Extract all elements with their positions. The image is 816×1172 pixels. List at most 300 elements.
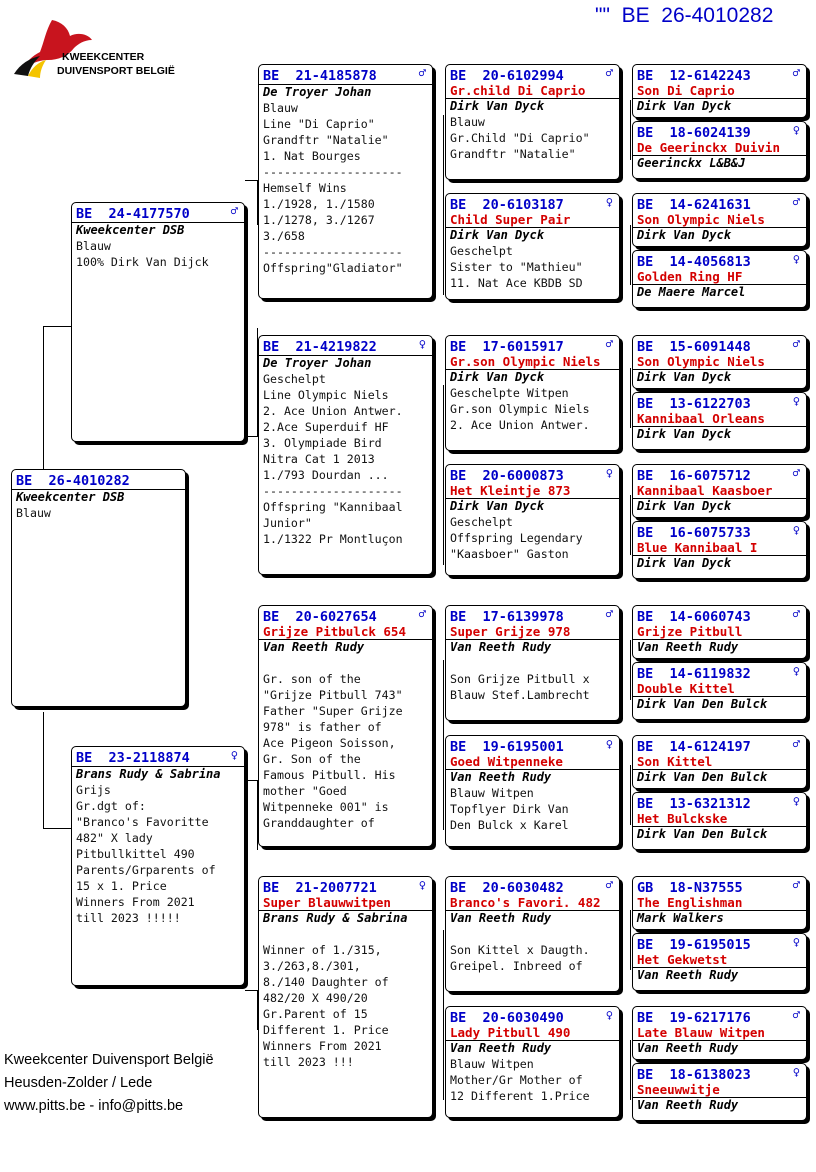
footer-location: Heusden-Zolder / Lede: [4, 1075, 153, 1091]
pigeon-name: Lady Pitbull 490: [446, 1026, 619, 1041]
card-header: [633, 934, 806, 953]
detail-line: Son Grijze Pitbull x: [450, 672, 590, 686]
pedigree-card: [445, 193, 620, 300]
male-icon: ♂: [792, 466, 800, 480]
detail-line: Line Olympic Niels: [263, 388, 389, 402]
connector: [43, 828, 71, 829]
detail-line: Ace Pigeon Soisson,: [263, 736, 396, 750]
pedigree-card: [632, 1063, 807, 1121]
breeder-name: Van Reeth Rudy: [637, 640, 739, 654]
ring-number: BE 13-6321312: [637, 796, 751, 812]
ring-number: BE 19-6217176: [637, 1010, 751, 1026]
detail-line: Gr.Child "Di Caprio": [450, 131, 590, 145]
ring-number: BE 23-2118874: [76, 750, 190, 766]
footer-contact: www.pitts.be - info@pitts.be: [4, 1098, 184, 1114]
breeder-name: Brans Rudy & Sabrina: [263, 911, 408, 925]
ring-number: BE 21-2007721: [263, 880, 377, 896]
detail-line: --------------------: [263, 484, 403, 498]
pigeon-name: Son Kittel: [633, 755, 806, 770]
card-details: [446, 243, 619, 291]
detail-line: --------------------: [263, 245, 403, 259]
pigeon-name: Late Blauw Witpen: [633, 1026, 806, 1041]
breeder-name: Dirk Van Dyck: [450, 370, 544, 384]
detail-line: 1./793 Dourdan ...: [263, 468, 389, 482]
card-details: [259, 100, 432, 276]
detail-line: Blauw: [76, 239, 111, 253]
pedigree-card: [632, 392, 807, 450]
ring-number: BE 21-4185878: [263, 68, 377, 84]
card-header: [633, 465, 806, 484]
detail-line: "Grijze Pitbull 743": [263, 688, 403, 702]
breeder-name: Van Reeth Rudy: [450, 770, 552, 784]
breeder-name: Dirk Van Dyck: [637, 99, 731, 113]
detail-line: 8./140 Daughter of: [263, 975, 389, 989]
detail-line: Nitra Cat 1 2013: [263, 452, 375, 466]
detail-line: Blauw: [16, 506, 51, 520]
ring-number: BE 15-6091448: [637, 339, 751, 355]
male-icon: ♂: [792, 1008, 800, 1022]
pigeon-name: Grijze Pitbulck 654: [259, 625, 432, 640]
detail-line: Pitbullkittel 490: [76, 847, 195, 861]
ring-number: BE 17-6139978: [450, 609, 564, 625]
detail-line: mother "Goed: [263, 784, 347, 798]
breeder-name: Van Reeth Rudy: [637, 968, 739, 982]
pedigree-card: [258, 876, 433, 1118]
breeder-name: Dirk Van Dyck: [637, 228, 731, 242]
male-icon: ♂: [418, 607, 426, 621]
pigeon-name: Gr.son Olympic Niels: [446, 355, 619, 370]
detail-line: [263, 655, 432, 671]
male-icon: ♂: [792, 737, 800, 751]
connector: [630, 100, 631, 160]
card-header: [633, 122, 806, 141]
ring-number: BE 24-4177570: [76, 206, 190, 222]
male-icon: ♂: [792, 607, 800, 621]
card-header: [259, 65, 432, 84]
footer-company: Kweekcenter Duivensport België: [4, 1052, 214, 1068]
detail-line: 3./658: [263, 229, 305, 243]
female-icon: ♀: [230, 748, 238, 762]
pedigree-card: [632, 121, 807, 179]
breeder-name: Van Reeth Rudy: [450, 640, 552, 654]
detail-line: till 2023 !!!: [263, 1055, 354, 1069]
pedigree-card: [445, 64, 620, 180]
connector: [630, 1040, 631, 1100]
pedigree-card: [445, 1006, 620, 1118]
card-header: [446, 877, 619, 896]
detail-line: 3./263,8./301,: [263, 959, 361, 973]
card-header: [72, 203, 244, 222]
female-icon: ♀: [792, 794, 800, 808]
detail-line: 12 Different 1.Price: [450, 1089, 590, 1103]
female-icon: ♀: [418, 878, 426, 892]
logo: [8, 16, 178, 80]
female-icon: ♀: [605, 737, 613, 751]
detail-line: Geschelpt: [263, 372, 326, 386]
connector: [443, 115, 444, 295]
detail-line: Junior": [263, 516, 312, 530]
card-header: [446, 465, 619, 484]
detail-line: 1./1278, 3./1267: [263, 213, 375, 227]
pedigree-card: [632, 521, 807, 579]
detail-line: 1. Nat Bourges: [263, 149, 361, 163]
detail-line: 482/20 X 490/20: [263, 991, 368, 1005]
ring-number: BE 18-6138023: [637, 1067, 751, 1083]
pedigree-card: [445, 735, 620, 847]
pigeon-name: Super Grijze 978: [446, 625, 619, 640]
pedigree-card: [632, 876, 807, 930]
pedigree-card: [445, 605, 620, 721]
card-header: [633, 877, 806, 896]
connector: [245, 990, 258, 991]
detail-line: Geschelpt: [450, 244, 513, 258]
ring-number: BE 20-6030482: [450, 880, 564, 896]
connector: [43, 326, 71, 327]
detail-line: Gr. son of the: [263, 672, 361, 686]
connector: [630, 225, 631, 285]
detail-line: Blauw Witpen: [450, 1057, 534, 1071]
ring-number: BE 21-4219822: [263, 339, 377, 355]
breeder-name: Kweekcenter DSB: [12, 489, 185, 505]
connector: [630, 640, 631, 700]
breeder-name: De Maere Marcel: [637, 285, 746, 299]
card-header: [633, 522, 806, 541]
pedigree-card: [632, 933, 807, 991]
detail-line: 100% Dirk Van Dijck: [76, 255, 209, 269]
logo-line-2: DUIVENSPORT BELGIË: [57, 65, 175, 77]
ring-number: BE 13-6122703: [637, 396, 751, 412]
pigeon-name: Het Kleintje 873: [446, 484, 619, 499]
detail-line: Topflyer Dirk Van: [450, 802, 569, 816]
card-header: [633, 1064, 806, 1083]
breeder-name: Van Reeth Rudy: [263, 640, 365, 654]
card-header: [446, 194, 619, 213]
pigeon-name: Child Super Pair: [446, 213, 619, 228]
footer: [4, 1049, 214, 1118]
pigeon-name: Son Di Caprio: [633, 84, 806, 99]
breeder-name: De Troyer Johan: [259, 84, 432, 100]
connector: [245, 180, 258, 181]
card-details: [446, 1056, 619, 1104]
male-icon: ♂: [792, 878, 800, 892]
detail-line: 3. Olympiade Bird: [263, 436, 382, 450]
female-icon: ♀: [792, 394, 800, 408]
detail-line: 2.Ace Superduif HF: [263, 420, 389, 434]
card-header: [259, 606, 432, 625]
card-details: [446, 655, 619, 703]
pigeon-name: Goed Witpenneke: [446, 755, 619, 770]
pigeon-name: Het Bulckske: [633, 812, 806, 827]
male-icon: ♂: [418, 66, 426, 80]
female-icon: ♀: [792, 1065, 800, 1079]
breeder-name: Dirk Van Den Bulck: [637, 697, 768, 711]
ring-number: BE 12-6142243: [637, 68, 751, 84]
pigeon-name: Het Gekwetst: [633, 953, 806, 968]
detail-line: Gr. Son of the: [263, 752, 361, 766]
pigeon-name: Sneeuwwitje: [633, 1083, 806, 1098]
ring-number: BE 16-6075712: [637, 468, 751, 484]
male-icon: ♂: [230, 204, 238, 218]
card-details: [446, 514, 619, 562]
card-details: [12, 505, 185, 521]
pedigree-card: [632, 250, 807, 308]
detail-line: Den Bulck x Karel: [450, 818, 569, 832]
card-details: [259, 371, 432, 547]
detail-line: "Kaasboer" Gaston: [450, 547, 569, 561]
connector: [443, 660, 444, 830]
breeder-name: Geerinckx L&B&J: [637, 156, 746, 170]
detail-line: Different 1. Price: [263, 1023, 389, 1037]
female-icon: ♀: [792, 123, 800, 137]
ring-number: BE 20-6000873: [450, 468, 564, 484]
detail-line: Grijs: [76, 783, 111, 797]
pedigree-card: [632, 792, 807, 850]
pedigree-card: [632, 464, 807, 518]
pigeon-name: Double Kittel: [633, 682, 806, 697]
detail-line: [263, 926, 432, 942]
card-header: [633, 194, 806, 213]
breeder-name: Van Reeth Rudy: [450, 911, 552, 925]
ring-number: BE 16-6075733: [637, 525, 751, 541]
pigeon-name: Blue Kannibaal I: [633, 541, 806, 556]
detail-line: Blauw: [263, 101, 298, 115]
pedigree-card: [632, 64, 807, 118]
connector: [43, 712, 44, 828]
male-icon: ♂: [792, 195, 800, 209]
pedigree-card: [632, 1006, 807, 1060]
male-icon: ♂: [792, 337, 800, 351]
card-header: [446, 736, 619, 755]
card-details: [72, 782, 244, 926]
detail-line: Geschelpte Witpen: [450, 386, 569, 400]
detail-line: Parents/Grparents of: [76, 863, 216, 877]
ring-number: BE 26-4010282: [16, 473, 130, 489]
breeder-name: Dirk Van Dyck: [450, 228, 544, 242]
pigeon-name: Kannibaal Orleans: [633, 412, 806, 427]
detail-line: Gr.son Olympic Niels: [450, 402, 590, 416]
pedigree-card: [445, 876, 620, 992]
detail-line: Winner of 1./315,: [263, 943, 382, 957]
pedigree-card: [445, 464, 620, 576]
female-icon: ♀: [418, 337, 426, 351]
detail-line: "Branco's Favoritte: [76, 815, 209, 829]
breeder-name: Dirk Van Dyck: [450, 99, 544, 113]
detail-line: Geschelpt: [450, 515, 513, 529]
connector: [443, 930, 444, 1100]
ring-number: BE 20-6103187: [450, 197, 564, 213]
detail-line: 1./1928, 1./1580: [263, 197, 375, 211]
card-header: [633, 336, 806, 355]
female-icon: ♀: [792, 523, 800, 537]
female-icon: ♀: [792, 664, 800, 678]
logo-line-1: KWEEKCENTER: [62, 51, 145, 63]
detail-line: Gr.Parent of 15: [263, 1007, 368, 1021]
page-ring-number: "" BE 26-4010282: [595, 4, 774, 27]
breeder-name: Dirk Van Dyck: [450, 499, 544, 513]
detail-line: Famous Pitbull. His: [263, 768, 396, 782]
ring-number: BE 19-6195015: [637, 937, 751, 953]
detail-line: Grandftr "Natalie": [450, 147, 576, 161]
detail-line: 2. Ace Union Antwer.: [263, 404, 403, 418]
card-header: [446, 1007, 619, 1026]
detail-line: Blauw Witpen: [450, 786, 534, 800]
pedigree-card: [632, 335, 807, 389]
connector: [630, 910, 631, 970]
detail-line: 15 x 1. Price: [76, 879, 167, 893]
pigeon-name: Branco's Favori. 482: [446, 896, 619, 911]
ring-number: BE 14-6241631: [637, 197, 751, 213]
ring-number: BE 14-6060743: [637, 609, 751, 625]
ring-number: BE 18-6024139: [637, 125, 751, 141]
card-header: [633, 663, 806, 682]
male-icon: ♂: [605, 66, 613, 80]
pedigree-card: [632, 735, 807, 789]
ring-number: BE 14-6119832: [637, 666, 751, 682]
detail-line: Witpenneke 001" is: [263, 800, 389, 814]
detail-line: Granddaughter of: [263, 816, 375, 830]
breeder-name: Van Reeth Rudy: [450, 1041, 552, 1055]
breeder-name: Mark Walkers: [637, 911, 724, 925]
detail-line: Sister to "Mathieu": [450, 260, 583, 274]
detail-line: 978" is father of: [263, 720, 382, 734]
ring-number: BE 20-6102994: [450, 68, 564, 84]
detail-line: --------------------: [263, 165, 403, 179]
detail-line: Gr.dgt of:: [76, 799, 146, 813]
detail-line: 1./1322 Pr Montluçon: [263, 532, 403, 546]
card-header: [446, 65, 619, 84]
breeder-name: Brans Rudy & Sabrina: [72, 766, 244, 782]
pedigree-card: [632, 605, 807, 659]
detail-line: Hemself Wins: [263, 181, 347, 195]
card-header: [633, 65, 806, 84]
pigeon-name: Grijze Pitbull: [633, 625, 806, 640]
pedigree-card: [445, 335, 620, 451]
female-icon: ♀: [792, 252, 800, 266]
pedigree-card: [11, 469, 186, 707]
card-header: [633, 793, 806, 812]
pigeon-name: Super Blauwwitpen: [259, 896, 432, 911]
detail-line: Blauw: [450, 115, 485, 129]
detail-line: till 2023 !!!!!: [76, 911, 181, 925]
pedigree-card: [632, 193, 807, 247]
connector: [630, 368, 631, 428]
pedigree-card: [632, 662, 807, 720]
pigeon-name: Kannibaal Kaasboer: [633, 484, 806, 499]
card-details: [446, 385, 619, 433]
card-header: [633, 606, 806, 625]
breeder-name: De Troyer Johan: [259, 355, 432, 371]
ring-number: BE 14-6124197: [637, 739, 751, 755]
male-icon: ♂: [605, 878, 613, 892]
detail-line: Son Kittel x Daugth.: [450, 943, 590, 957]
detail-line: Greipel. Inbreed of: [450, 959, 583, 973]
ring-number: BE 20-6030490: [450, 1010, 564, 1026]
card-details: [446, 114, 619, 162]
connector: [43, 326, 44, 469]
detail-line: Offspring "Kannibaal: [263, 500, 403, 514]
pedigree-card: [71, 202, 245, 442]
male-icon: ♂: [605, 337, 613, 351]
detail-line: Grandftr "Natalie": [263, 133, 389, 147]
breeder-name: Van Reeth Rudy: [637, 1041, 739, 1055]
card-header: [446, 336, 619, 355]
pedigree-card: [258, 64, 433, 299]
ring-number: BE 17-6015917: [450, 339, 564, 355]
detail-line: Offspring"Gladiator": [263, 261, 403, 275]
connector: [630, 495, 631, 555]
pedigree-card: [258, 605, 433, 847]
ring-number: GB 18-N37555: [637, 880, 743, 896]
breeder-name: Dirk Van Dyck: [637, 427, 731, 441]
breeder-name: Dirk Van Den Bulck: [637, 770, 768, 784]
card-header: [633, 736, 806, 755]
detail-line: 2. Ace Union Antwer.: [450, 418, 590, 432]
connector: [245, 436, 258, 437]
pedigree-card: [71, 746, 245, 986]
breeder-name: Dirk Van Dyck: [637, 370, 731, 384]
card-header: [633, 393, 806, 412]
connector: [443, 385, 444, 565]
pigeon-name: Son Olympic Niels: [633, 213, 806, 228]
card-details: [446, 785, 619, 833]
detail-line: Winners From 2021: [263, 1039, 382, 1053]
card-details: [72, 238, 244, 270]
detail-line: 11. Nat Ace KBDB SD: [450, 276, 583, 290]
card-header: [72, 747, 244, 766]
pedigree-card: [258, 335, 433, 575]
pigeon-name: De Geerinckx Duivin: [633, 141, 806, 156]
breeder-name: Kweekcenter DSB: [72, 222, 244, 238]
detail-line: Winners From 2021: [76, 895, 195, 909]
connector: [630, 765, 631, 825]
breeder-name: Van Reeth Rudy: [637, 1098, 739, 1112]
female-icon: ♀: [605, 1008, 613, 1022]
card-header: [633, 251, 806, 270]
ring-number: BE 20-6027654: [263, 609, 377, 625]
pigeon-name: Son Olympic Niels: [633, 355, 806, 370]
detail-line: Offspring Legendary: [450, 531, 583, 545]
card-header: [259, 877, 432, 896]
female-icon: ♀: [605, 195, 613, 209]
breeder-name: Dirk Van Dyck: [637, 499, 731, 513]
male-icon: ♂: [605, 607, 613, 621]
pigeon-name: The Englishman: [633, 896, 806, 911]
female-icon: ♀: [792, 935, 800, 949]
detail-line: Father "Super Grijze: [263, 704, 403, 718]
card-header: [633, 1007, 806, 1026]
male-icon: ♂: [792, 66, 800, 80]
detail-line: [450, 926, 619, 942]
pigeon-name: Gr.child Di Caprio: [446, 84, 619, 99]
card-header: [12, 470, 185, 489]
female-icon: ♀: [605, 466, 613, 480]
card-header: [446, 606, 619, 625]
detail-line: 482" X lady: [76, 831, 153, 845]
card-details: [259, 655, 432, 831]
ring-number: BE 14-4056813: [637, 254, 751, 270]
card-header: [259, 336, 432, 355]
detail-line: Line "Di Caprio": [263, 117, 375, 131]
card-details: [259, 926, 432, 1070]
detail-line: [450, 655, 619, 671]
ring-number: BE 19-6195001: [450, 739, 564, 755]
detail-line: Mother/Gr Mother of: [450, 1073, 583, 1087]
breeder-name: Dirk Van Den Bulck: [637, 827, 768, 841]
card-details: [446, 926, 619, 974]
pigeon-name: Golden Ring HF: [633, 270, 806, 285]
breeder-name: Dirk Van Dyck: [637, 556, 731, 570]
detail-line: Blauw Stef.Lambrecht: [450, 688, 590, 702]
